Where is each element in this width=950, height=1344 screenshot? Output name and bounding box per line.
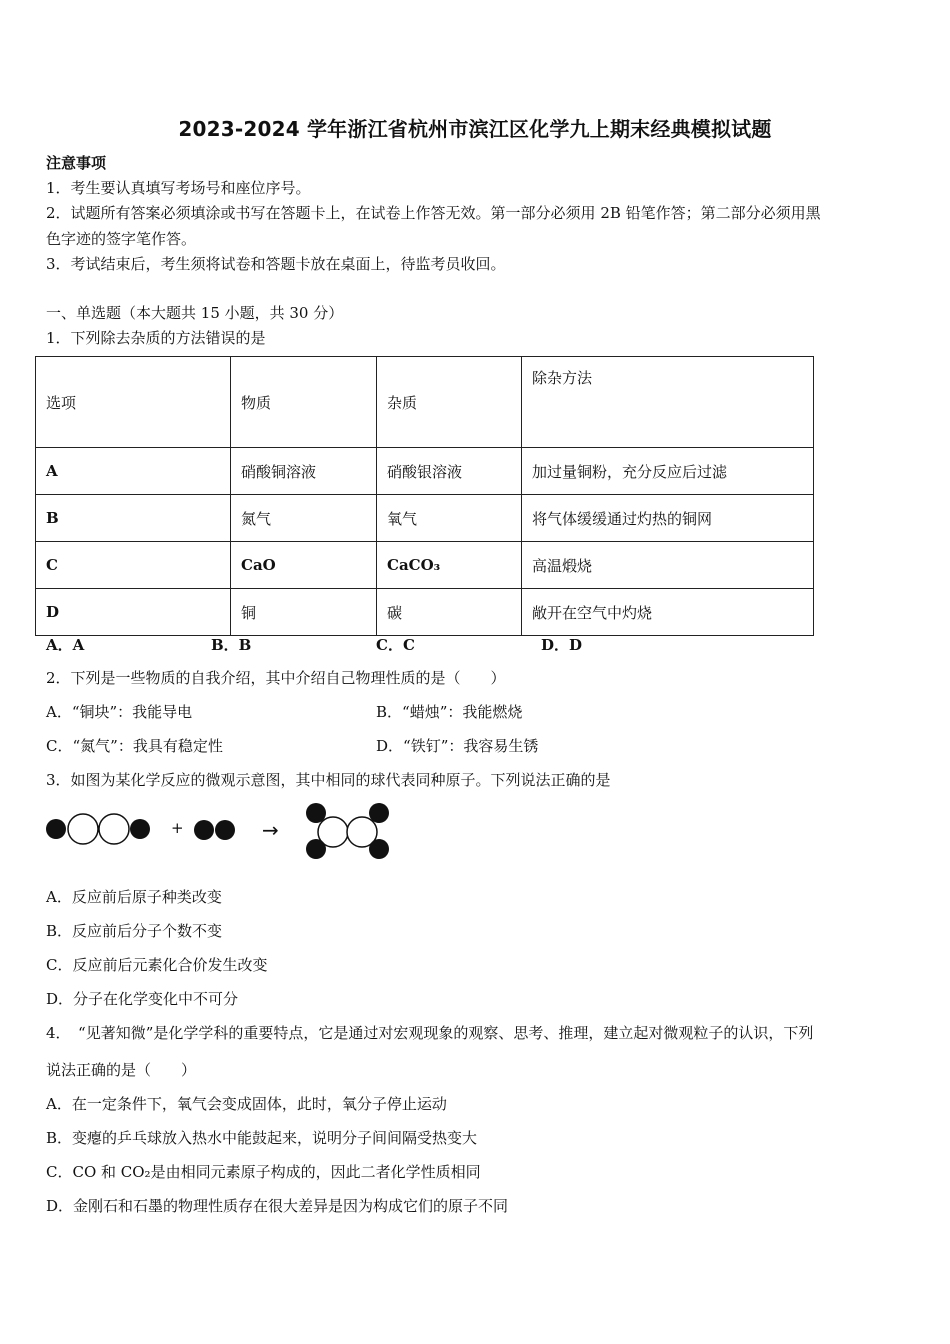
black-atom [46, 819, 66, 839]
reactant-molecule-1 [46, 814, 150, 844]
reactant-molecule-2 [194, 820, 235, 840]
notes-item: 色字迹的签字笔作答。 [46, 230, 197, 248]
row-key: A [36, 448, 231, 495]
q1-option-d: D．D [541, 636, 583, 654]
q4-option-c: C．CO 和 CO₂是由相同元素原子构成的，因此二者化学性质相同 [46, 1163, 481, 1181]
notes-heading: 注意事项 [46, 154, 107, 172]
q2-option-a: A．“铜块”：我能导电 [46, 703, 193, 721]
row-substance: 铜 [231, 589, 377, 636]
row-key: B [36, 495, 231, 542]
plus-sign: + [171, 819, 184, 837]
row-impurity: 硝酸银溶液 [377, 448, 522, 495]
q1-option-c: C．C [376, 636, 415, 654]
black-atom [306, 803, 326, 823]
row-substance: 氮气 [231, 495, 377, 542]
row-substance: 硝酸铜溶液 [231, 448, 377, 495]
q4-option-a: A．在一定条件下，氧气会变成固体，此时，氧分子停止运动 [46, 1095, 447, 1113]
table-row [36, 589, 814, 636]
section-heading: 一、单选题（本大题共 15 小题，共 30 分） [46, 304, 344, 322]
row-method: 将气体缓缓通过灼热的铜网 [522, 495, 814, 542]
black-atom [130, 819, 150, 839]
q3-option-d: D．分子在化学变化中不可分 [46, 990, 239, 1008]
table-row [36, 448, 814, 495]
product-molecule [306, 803, 389, 859]
q2-option-d: D．“铁钉”：我容易生锈 [376, 737, 539, 755]
q2-option-c: C．“氮气”：我具有稳定性 [46, 737, 223, 755]
q4-stem-continued: 说法正确的是（ ） [46, 1061, 197, 1079]
white-atom [99, 814, 129, 844]
q4-option-d: D．金刚石和石墨的物理性质存在很大差异是因为构成它们的原子不同 [46, 1197, 509, 1215]
q4-stem: 4． “见著知微”是化学学科的重要特点，它是通过对宏观现象的观察、思考、推理，建立起对微观粒子的认识，下列 [46, 1024, 814, 1042]
row-impurity: CaCO₃ [377, 542, 522, 589]
notes-item: 1．考生要认真填写考场号和座位序号。 [46, 179, 311, 197]
q2-option-b: B．“蜡烛”：我能燃烧 [376, 703, 523, 721]
q3-option-c: C．反应前后元素化合价发生改变 [46, 956, 268, 974]
q2-stem: 2．下列是一些物质的自我介绍，其中介绍自己物理性质的是（ ） [46, 669, 506, 687]
q3-stem: 3．如图为某化学反应的微观示意图，其中相同的球代表同种原子。下列说法正确的是 [46, 771, 611, 789]
row-key: D [36, 589, 231, 636]
q1-table [35, 356, 814, 636]
table-row [36, 495, 814, 542]
q3-option-a: A．反应前后原子种类改变 [46, 888, 222, 906]
row-impurity: 氧气 [377, 495, 522, 542]
row-key: C [36, 542, 231, 589]
row-impurity: 碳 [377, 589, 522, 636]
header-substance: 物质 [231, 357, 377, 448]
header-method: 除杂方法 [522, 357, 814, 448]
black-atom [215, 820, 235, 840]
reaction-diagram [40, 800, 400, 864]
white-atom [68, 814, 98, 844]
notes-item: 2．试题所有答案必须填涂或书写在答题卡上，在试卷上作答无效。第一部分必须用 2B 铅笔作答；第二部分必须用黑 [46, 204, 821, 222]
row-substance: CaO [231, 542, 377, 589]
table-header-row [36, 357, 814, 448]
black-atom [369, 803, 389, 823]
q3-option-b: B．反应前后分子个数不变 [46, 922, 223, 940]
table-row [36, 542, 814, 589]
row-method: 高温煅烧 [522, 542, 814, 589]
black-atom [306, 839, 326, 859]
header-impurity: 杂质 [377, 357, 522, 448]
q1-option-b: B．B [211, 636, 252, 654]
q4-option-b: B．变瘪的乒乓球放入热水中能鼓起来，说明分子间间隔受热变大 [46, 1129, 478, 1147]
black-atom [194, 820, 214, 840]
q1-option-a: A．A [46, 636, 85, 654]
row-method: 敞开在空气中灼烧 [522, 589, 814, 636]
black-atom [369, 839, 389, 859]
row-method: 加过量铜粉，充分反应后过滤 [522, 448, 814, 495]
page-title: 2023-2024 学年浙江省杭州市滨江区化学九上期末经典模拟试题 [178, 117, 772, 141]
reaction-arrow: → [262, 818, 279, 842]
q1-stem: 1．下列除去杂质的方法错误的是 [46, 329, 266, 347]
header-option: 选项 [36, 357, 231, 448]
notes-item: 3．考试结束后，考生须将试卷和答题卡放在桌面上，待监考员收回。 [46, 255, 506, 273]
